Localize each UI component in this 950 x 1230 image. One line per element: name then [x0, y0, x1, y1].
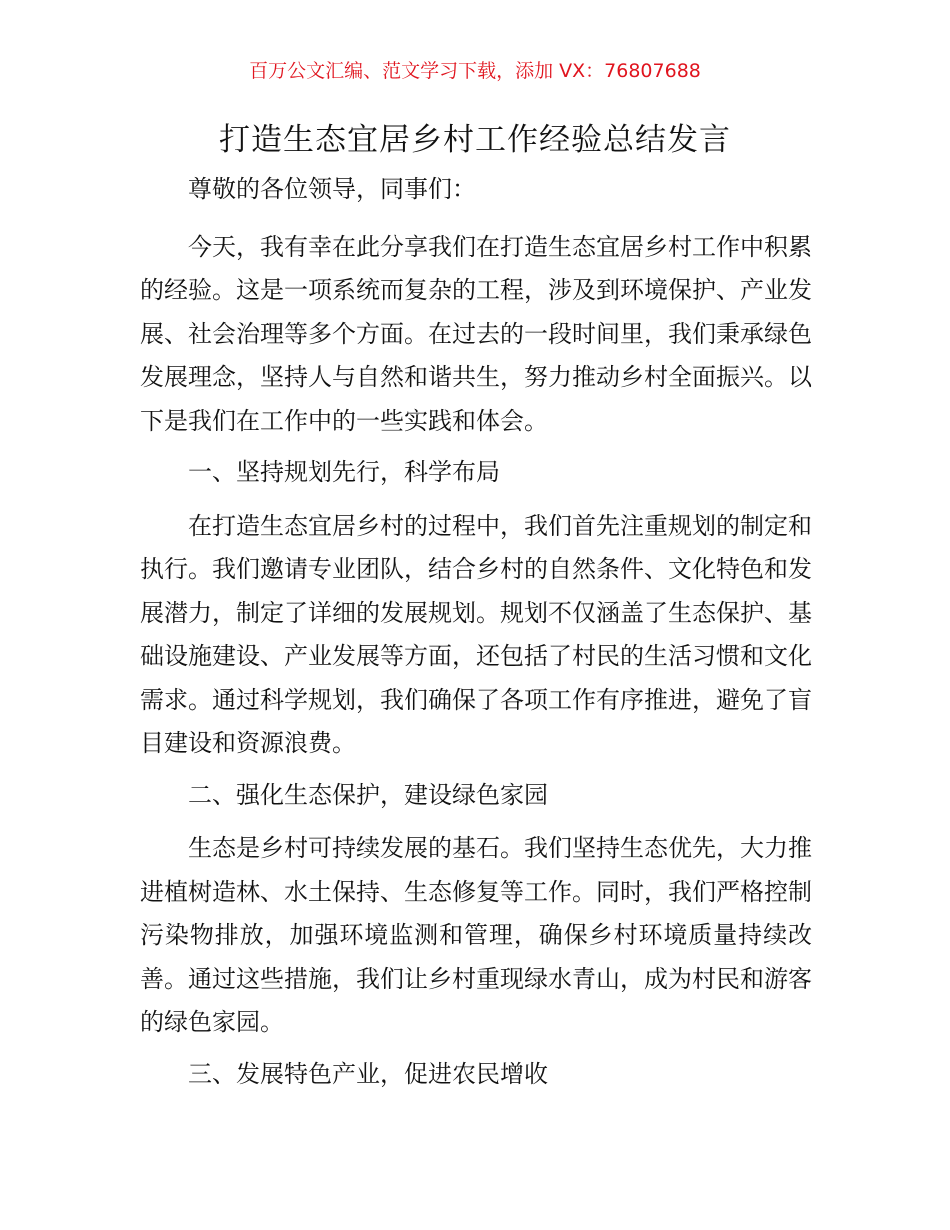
document-title: 打造生态宜居乡村工作经验总结发言 — [219, 122, 731, 158]
document-body — [140, 168, 812, 1106]
paragraph-section-2: 生态是乡村可持续发展的基石。我们坚持生态优先，大力推进植树造林、水土保持、生态修复等工作。同时，我们严格控制污染物排放，加强环境监测和管理，确保乡村环境质量持续改善。通过这些措施，我们让乡村重现绿水青山，成为村民和游客的绿色家园。 — [140, 834, 812, 1036]
paragraph-section-1: 在打造生态宜居乡村的过程中，我们首先注重规划的制定和执行。我们邀请专业团队，结合乡村的自然条件、文化特色和发展潜力，制定了详细的发展规划。规划不仅涵盖了生态保护、基础设施建设、产业发展等方面，还包括了村民的生活习惯和文化需求。通过科学规划，我们确保了各项工作有序推进，避免了盲目建设和资源浪费。 — [140, 511, 812, 757]
section-heading-3: 三、发展特色产业，促进农民增收 — [188, 1059, 548, 1088]
salutation: 尊敬的各位领导，同事们： — [188, 175, 476, 203]
watermark-header-note: 百万公文汇编、范文学习下载，添加 VX：76807688 — [249, 60, 701, 82]
paragraph-intro: 今天，我有幸在此分享我们在打造生态宜居乡村工作中积累的经验。这是一项系统而复杂的工程，涉及到环境保护、产业发展、社会治理等多个方面。在过去的一段时间里，我们秉承绿色发展理念，坚持人与自然和谐共生，努力推动乡村全面振兴。以下是我们在工作中的一些实践和体会。 — [140, 232, 812, 435]
section-heading-2: 二、强化生态保护，建设绿色家园 — [188, 780, 548, 809]
section-heading-1: 一、坚持规划先行，科学布局 — [188, 458, 500, 486]
